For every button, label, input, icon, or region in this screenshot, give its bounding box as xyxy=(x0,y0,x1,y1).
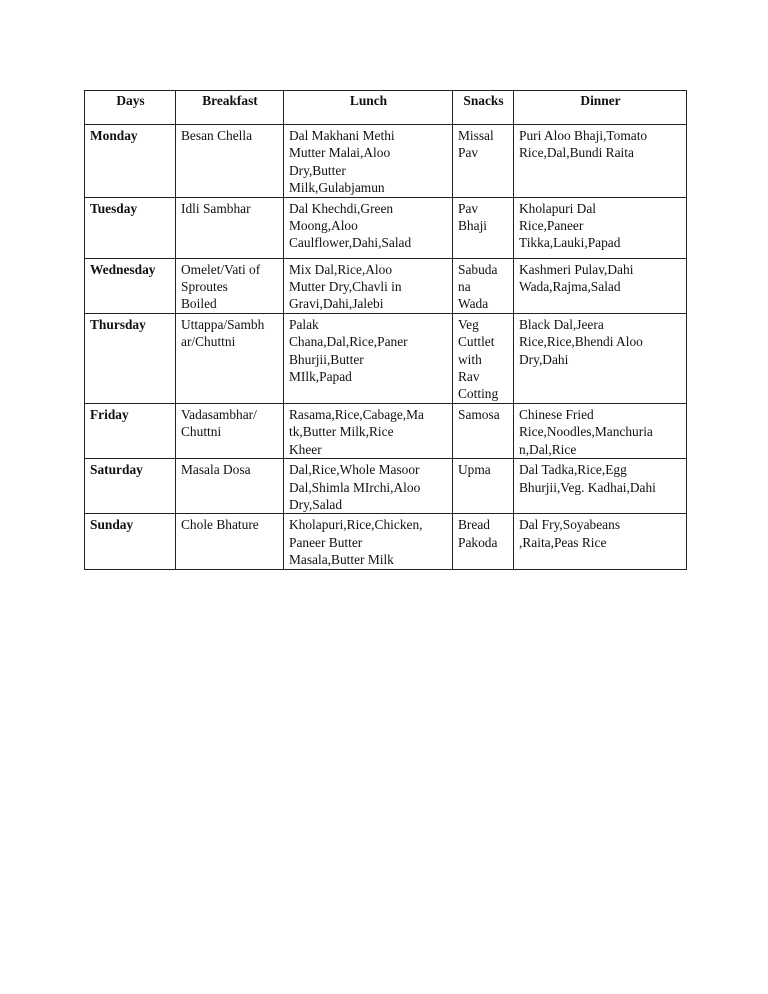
snacks-cell: Veg Cuttlet with Rav Cotting xyxy=(453,313,514,403)
header-row xyxy=(85,91,687,125)
breakfast-cell: Omelet/Vati of Sproutes Boiled xyxy=(176,258,284,313)
dinner-cell: Dal Fry,Soyabeans ,Raita,Peas Rice xyxy=(514,514,687,569)
dinner-cell: Black Dal,Jeera Rice,Rice,Bhendi Aloo Dry,Dahi xyxy=(514,313,687,403)
lunch-cell: Dal,Rice,Whole Masoor Dal,Shimla MIrchi,Aloo Dry,Salad xyxy=(284,459,453,514)
table-row xyxy=(85,459,687,514)
breakfast-cell: Idli Sambhar xyxy=(176,197,284,258)
table-row xyxy=(85,258,687,313)
snacks-cell: Pav Bhaji xyxy=(453,197,514,258)
lunch-cell: Palak Chana,Dal,Rice,Paner Bhurjii,Butter MIlk,Papad xyxy=(284,313,453,403)
table-row xyxy=(85,197,687,258)
snacks-cell: Missal Pav xyxy=(453,125,514,198)
header-breakfast: Breakfast xyxy=(176,91,284,125)
breakfast-cell: Uttappa/Sambh ar/Chuttni xyxy=(176,313,284,403)
breakfast-cell: Chole Bhature xyxy=(176,514,284,569)
header-dinner: Dinner xyxy=(514,91,687,125)
lunch-cell: Dal Makhani Methi Mutter Malai,Aloo Dry,Butter Milk,Gulabjamun xyxy=(284,125,453,198)
dinner-cell: Kashmeri Pulav,Dahi Wada,Rajma,Salad xyxy=(514,258,687,313)
day-cell: Sunday xyxy=(85,514,176,569)
table-row xyxy=(85,125,687,198)
table-row xyxy=(85,514,687,569)
snacks-cell: Samosa xyxy=(453,403,514,458)
day-cell: Saturday xyxy=(85,459,176,514)
lunch-cell: Kholapuri,Rice,Chicken, Paneer Butter Masala,Butter Milk xyxy=(284,514,453,569)
weekly-menu-table xyxy=(84,90,687,570)
header-snacks: Snacks xyxy=(453,91,514,125)
table-row xyxy=(85,403,687,458)
breakfast-cell: Vadasambhar/ Chuttni xyxy=(176,403,284,458)
lunch-cell: Rasama,Rice,Cabage,Ma tk,Butter Milk,Rice Kheer xyxy=(284,403,453,458)
day-cell: Thursday xyxy=(85,313,176,403)
day-cell: Friday xyxy=(85,403,176,458)
lunch-cell: Mix Dal,Rice,Aloo Mutter Dry,Chavli in Gravi,Dahi,Jalebi xyxy=(284,258,453,313)
header-lunch: Lunch xyxy=(284,91,453,125)
dinner-cell: Puri Aloo Bhaji,Tomato Rice,Dal,Bundi Raita xyxy=(514,125,687,198)
day-cell: Tuesday xyxy=(85,197,176,258)
dinner-cell: Chinese Fried Rice,Noodles,Manchuria n,Dal,Rice xyxy=(514,403,687,458)
table-row xyxy=(85,313,687,403)
dinner-cell: Dal Tadka,Rice,Egg Bhurjii,Veg. Kadhai,Dahi xyxy=(514,459,687,514)
header-days: Days xyxy=(85,91,176,125)
lunch-cell: Dal Khechdi,Green Moong,Aloo Caulflower,Dahi,Salad xyxy=(284,197,453,258)
snacks-cell: Sabuda na Wada xyxy=(453,258,514,313)
dinner-cell: Kholapuri Dal Rice,Paneer Tikka,Lauki,Papad xyxy=(514,197,687,258)
snacks-cell: Bread Pakoda xyxy=(453,514,514,569)
day-cell: Monday xyxy=(85,125,176,198)
day-cell: Wednesday xyxy=(85,258,176,313)
snacks-cell: Upma xyxy=(453,459,514,514)
breakfast-cell: Masala Dosa xyxy=(176,459,284,514)
breakfast-cell: Besan Chella xyxy=(176,125,284,198)
